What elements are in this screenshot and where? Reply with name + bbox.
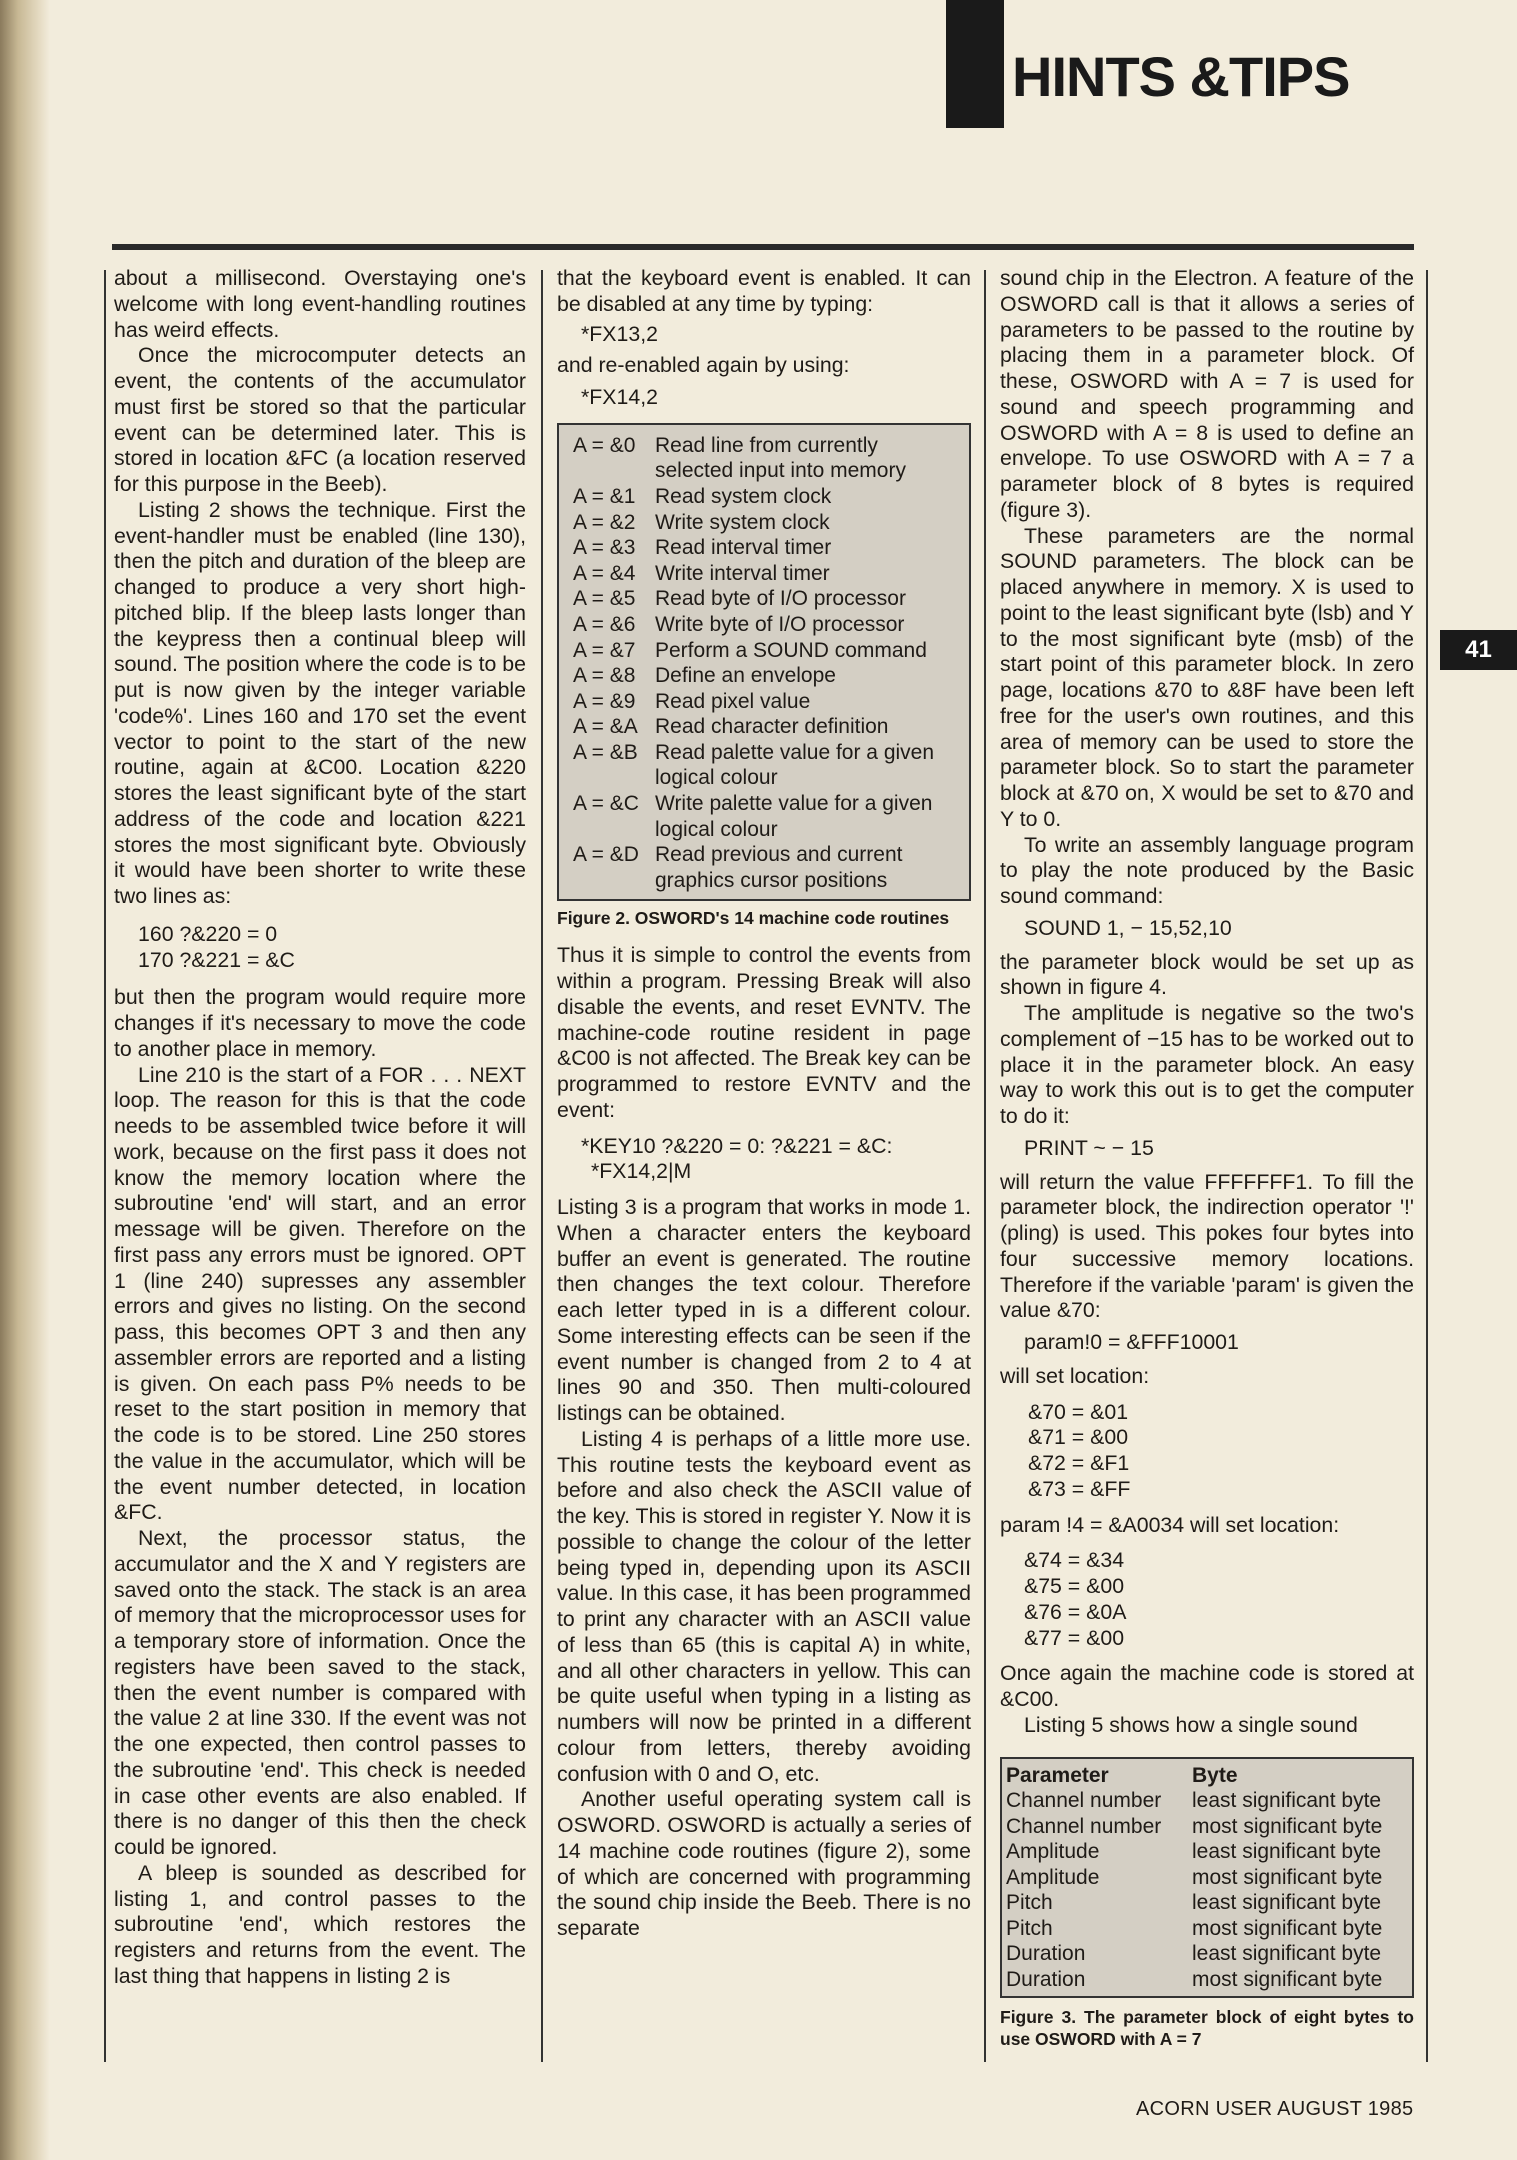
table-cell: Write system clock [655,510,830,534]
code-line: 170 ?&221 = &C [138,947,295,972]
code-block [1000,916,1414,942]
table-cell: Pitch [1006,1891,1053,1914]
code-block [1000,1136,1414,1162]
code-line: &71 = &00 [1028,1425,1129,1450]
table-row [573,663,959,689]
table-row [1006,1865,1410,1891]
paragraph: Listing 5 shows how a single sound [1024,1712,1358,1737]
table-row [573,535,959,561]
table-cell: Read system clock [655,484,832,508]
table-row [573,484,959,510]
header-cell: Byte [1192,1763,1238,1787]
figure-2-caption: Figure 2. OSWORD's 14 machine code routines [557,908,950,929]
page-number-tab: 41 [1440,630,1517,670]
table-cell: least significant byte [1192,1942,1382,1965]
paragraph: A bleep is sounded as described for listing 1, and control passes to the subroutine 'end', which restores the registers and returns from the event. The last thing that happens in listing 2 is [114,1860,526,1988]
table-cell: Duration [1006,1942,1086,1965]
table-row [573,638,959,664]
code-line: &72 = &F1 [1028,1451,1130,1475]
table-cell: A = &D [573,843,639,867]
table-cell: A = &8 [573,664,636,688]
code-line: 160 ?&220 = 0 [138,921,278,946]
table-cell: Read interval timer [655,536,832,560]
table-cell: Write byte of I/O processor [655,612,905,636]
footer-text: ACORN USER AUGUST 1985 [1136,2098,1414,2120]
code-line: &70 = &01 [1028,1399,1129,1424]
table-cell: most significant byte [1192,1865,1383,1889]
table-row [1006,1788,1410,1814]
table-cell: most significant byte [1192,1967,1383,1991]
table-cell: Write interval timer [655,561,830,585]
table-cell: A = &C [573,792,639,816]
paragraph: Once the microcomputer detects an event, the contents of the accumulator must first be stored so that the particular event can be determined later. This is stored in location &FC (a location reserved for this purpose in the Beeb). [114,343,526,496]
code-line: &76 = &0A [1024,1599,1127,1624]
code-line: param!0 = &FFF10001 [1024,1330,1239,1354]
table-cell: Pitch [1006,1916,1053,1940]
column-divider [104,270,106,2062]
code-line: &74 = &34 [1024,1548,1125,1573]
table-cell: A = &7 [573,638,636,662]
table-row [573,689,959,715]
table-cell: Read palette value for a given logical colour [655,740,935,790]
code-line: PRINT ~ − 15 [1024,1135,1154,1160]
column-1 [114,266,526,1990]
paragraph: Listing 4 is perhaps of a little more use. This routine tests the keyboard event as before and also check the ASCII value of the key. This is stored in register Y. Now it is possible to change the colour of the letter being typed in, depending upon its ASCII value. In this case, it has been programmed to print any character with an ASCII value of less than 65 (this is capital A) in white, and all other characters in yellow. This can be quite useful when typing in a listing as numbers will now be printed in a different colour from letters, thereby avoiding confusion with 0 and O, etc. [557,1426,971,1786]
table-cell: Write palette value for a given logical colour [655,792,933,841]
column-3 [1000,266,1414,2064]
table-row [573,740,959,791]
table-cell: Duration [1006,1967,1086,1991]
paragraph: will return the value FFFFFFF1. To fill the parameter block, the indirection operator '!' (pling) is used. This pokes four bytes into four successive memory locations. Therefore if the variable 'param' is given the value &70: [1000,1169,1414,1323]
code-line: *FX14,2|M [591,1159,692,1184]
table-row [573,612,959,638]
paragraph: To write an assembly language program to play the note produced by the Basic sound command: [1000,832,1414,908]
code-block [1000,1400,1414,1503]
table-cell: A = &6 [573,612,636,636]
paragraph: Thus it is simple to control the events from within a program. Pressing Break will also disable the events, and reset EVNTV. The machine-code routine resident in page &C00 is not affected. The Break key can be programmed to restore EVNTV and the event: [557,943,971,1122]
table-cell: Channel number [1006,1789,1162,1812]
paragraph: the parameter block would be set up as shown in figure 4. [1000,949,1414,1000]
paragraph: param !4 = &A0034 will set location: [1000,1512,1340,1537]
paragraph: The amplitude is negative so the two's complement of −15 has to be worked out to place it in the parameter block. An easy way to work this out is to get the computer to do it: [1000,1001,1414,1128]
table-cell: A = &1 [573,484,636,508]
paragraph: Listing 3 is a program that works in mode 1. When a character enters the keyboard buffer an event is generated. The routine then changes the text colour. Therefore each letter typed in is a different colour. Some interesting effects can be seen if the event number is changed from 2 to 4 at lines 90 and 350. Then multi-coloured listings can be obtained. [557,1195,971,1426]
table-cell: A = &4 [573,561,636,585]
table-cell: Read line from currently selected input into memory [655,433,906,483]
figure-3-table [1000,1757,1414,1999]
paragraph: but then the program would require more changes if it's necessary to move the code to another place in memory. [114,985,526,1061]
header-rule [112,244,1414,250]
table-cell: A = &9 [573,689,636,713]
table-cell: most significant byte [1192,1916,1383,1940]
code-line: &77 = &00 [1024,1625,1125,1650]
table-cell: A = &2 [573,510,636,534]
table-row [1006,1890,1410,1916]
table-cell: Perform a SOUND command [655,638,927,662]
table-cell: Read previous and current graphics cursor positions [655,843,903,892]
table-header-row [1006,1763,1410,1789]
table-cell: A = &3 [573,536,636,560]
table-cell: A = &0 [573,433,636,457]
table-cell: least significant byte [1192,1891,1382,1914]
table-row [573,561,959,587]
code-block [557,1134,971,1186]
page-spine-shadow [0,0,50,2160]
paragraph: Line 210 is the start of a FOR . . . NEXT loop. The reason for this is that the code needs to be assembled twice before it will work, because on the first pass it does not know the memory location where the subroutine 'end' will start, and an error message will be given. Therefore on the first pass any errors must be ignored. OPT 1 (line 240) supresses any assembler errors and gives no listing. On the second pass, this becomes OPT 3 and then any assembler errors are reported and a listing is given. On each pass P% needs to be reset to the start position in memory that the code is to be stored. Line 250 stores the value in the accumulator, which will be the event number detected, in location &FC. [114,1062,526,1525]
code-line: SOUND 1, − 15,52,10 [1024,915,1232,940]
table-row [1006,1839,1410,1865]
code-block [557,385,971,411]
paragraph: sound chip in the Electron. A feature of the OSWORD call is that it allows a series of parameters to be passed to the routine by placing them in a parameter block. Of these, OSWORD with A = 7 is used for sound and speech programming and OSWORD with A = 8 is used to define an envelope. To use OSWORD with A = 7 a parameter block of 8 bytes is required (figure 3). [1000,266,1414,522]
table-row [573,510,959,536]
table-row [573,433,959,484]
table-cell: A = &A [573,715,638,739]
table-row [573,714,959,740]
code-line: *FX13,2 [581,321,658,346]
table-cell: Amplitude [1006,1840,1100,1863]
table-cell: Read character definition [655,715,889,739]
table-cell: Define an envelope [655,664,836,688]
table-cell: Amplitude [1006,1865,1100,1889]
table-cell: Read pixel value [655,689,811,713]
figure-3-caption: Figure 3. The parameter block of eight bytes to use OSWORD with A = 7 [1000,2007,1414,2049]
table-cell: A = &5 [573,587,636,611]
paragraph: These parameters are the normal SOUND parameters. The block can be placed anywhere in memory. X is used to point to the least significant byte (lsb) and Y to the most significant byte (msb) of the start point of this parameter block. In zero page, locations &70 to &8F have been left free for the user's own routines, and this area of memory can be used to store the parameter block. So to start the parameter block at &70 on, X would be set to &70 and Y to 0. [1000,523,1414,831]
table-row [573,586,959,612]
code-block [557,322,971,348]
table-cell: Read byte of I/O processor [655,587,906,611]
table-row [1006,1916,1410,1942]
table-row [573,791,959,842]
page-title: HINTS &TIPS [1012,45,1350,108]
table-row [1006,1967,1410,1993]
code-line: *KEY10 ?&220 = 0: ?&221 = &C: [581,1133,893,1158]
paragraph: that the keyboard event is enabled. It can be disabled at any time by typing: [557,266,971,316]
table-row [1006,1814,1410,1840]
code-block [1000,1330,1414,1356]
code-block [1000,1548,1414,1651]
table-cell: A = &B [573,740,638,764]
paragraph: about a millisecond. Overstaying one's welcome with long event-handling routines has weird effects. [114,266,526,342]
code-line: &73 = &FF [1028,1476,1131,1501]
figure-2-table [557,423,971,902]
table-cell: most significant byte [1192,1814,1383,1838]
code-block [114,922,526,974]
column-divider [541,270,543,2062]
column-divider [1426,270,1428,2062]
column-2 [557,266,971,1942]
code-line: *FX14,2 [581,385,658,409]
paragraph: will set location: [1000,1363,1150,1388]
table-row [1006,1941,1410,1967]
paragraph: Once again the machine code is stored at &C00. [1000,1661,1414,1711]
header-cell: Parameter [1006,1763,1109,1787]
table-cell: Channel number [1006,1814,1162,1838]
column-divider [984,270,986,2062]
code-line: &75 = &00 [1024,1574,1125,1598]
paragraph: and re-enabled again by using: [557,353,850,378]
table-cell: least significant byte [1192,1789,1382,1812]
table-row [573,842,959,893]
table-cell: least significant byte [1192,1840,1382,1863]
header-black-block [946,0,1004,128]
paragraph: Another useful operating system call is OSWORD. OSWORD is actually a series of 14 machine code routines (figure 2), some of which are concerned with programming the sound chip inside the Beeb. There is no separate [557,1787,971,1941]
paragraph: Listing 2 shows the technique. First the event-handler must be enabled (line 130), then the pitch and duration of the bleep are changed to produce a very short high-pitched blip. If the bleep lasts longer than the keypress then a continual bleep will sound. The position where the code is to be put is now given by the integer variable 'code%'. Lines 160 and 170 set the event vector to point to the start of the new routine, again at &C00. Location &220 stores the least significant byte of the start address of the code and location &221 stores the most significant byte. Obviously it would have been shorter to write these two lines as: [114,497,526,908]
paragraph: Next, the processor status, the accumulator and the X and Y registers are saved onto the stack. The stack is an area of memory that the microprocessor uses for a temporary store of information. Once the registers have been saved to the stack, then the event number is compared with the value 2 at line 330. If the event was not the one expected, then control passes to the subroutine 'end'. This check is needed in case other events are also enabled. If there is no danger of this then the check could be ignored. [114,1526,526,1859]
